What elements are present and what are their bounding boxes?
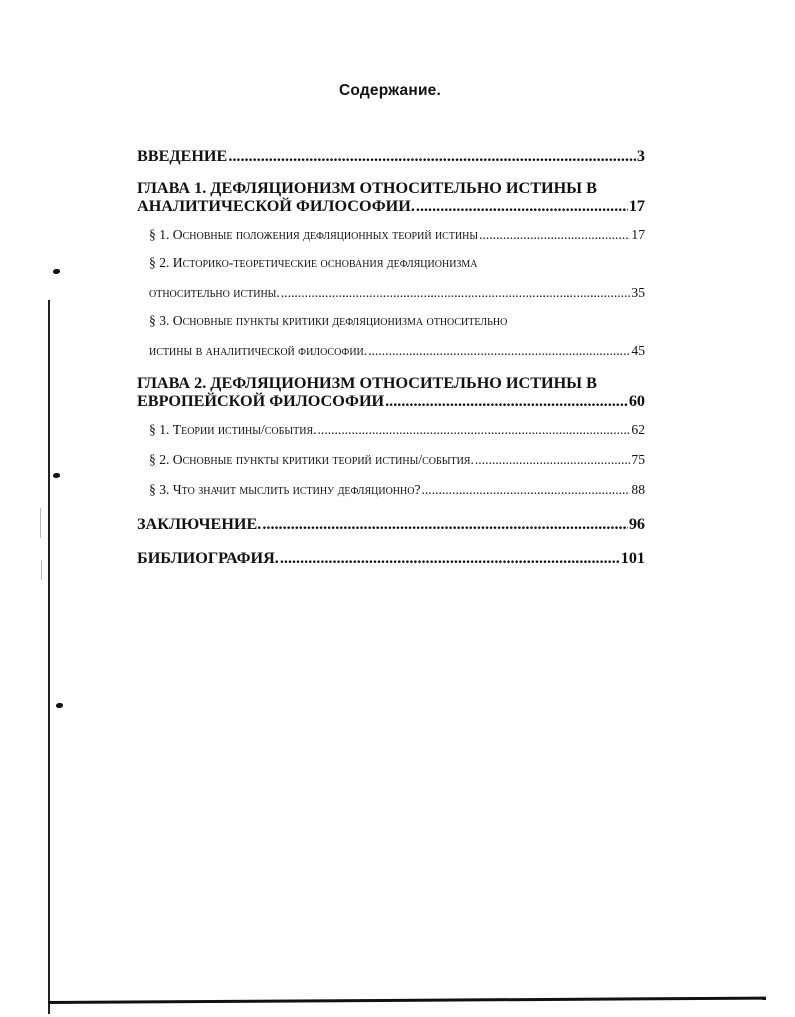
toc-entry-chapter-1-section-3[interactable]: [149, 312, 645, 360]
toc-entry-text-line1: ГЛАВА 2. ДЕФЛЯЦИОНИЗМ ОТНОСИТЕЛЬНО ИСТИНЫ В: [137, 374, 597, 392]
toc-entry-text: истины в аналитической философии.: [149, 343, 368, 358]
toc-entry-bibliography[interactable]: [137, 549, 645, 567]
toc-entry-text: ЗАКЛЮЧЕНИЕ.: [137, 515, 262, 533]
toc-entry-text-line1: § 2. Историко-теоретические основания дефляционизма: [149, 255, 478, 270]
toc-entry-chapter-2-section-1[interactable]: [149, 421, 645, 439]
scan-line: [41, 560, 42, 580]
page-title: Содержание.: [339, 82, 441, 99]
toc-entry-chapter-2[interactable]: [137, 374, 645, 410]
scan-border-left: [48, 300, 50, 1014]
toc-page-number: 3: [636, 147, 645, 165]
toc-entry-introduction[interactable]: [137, 147, 645, 165]
toc-entry-text-line1: § 3. Основные пункты критики дефляционизма относительно: [149, 313, 508, 328]
toc-entry-text: § 2. Основные пункты критики теорий истины/события.: [149, 452, 474, 467]
toc-entry-text: относительно истины.: [149, 285, 280, 300]
toc-leader-dots: [228, 147, 636, 165]
toc-page-number: 45: [631, 343, 645, 358]
scan-speck: [56, 703, 63, 708]
toc-page-number: 62: [631, 422, 645, 437]
toc-page-number: 17: [631, 227, 645, 242]
toc-leader-dots: [368, 342, 630, 360]
toc-leader-dots: [385, 392, 628, 410]
toc-page-number: 60: [628, 392, 645, 410]
scan-speck: [53, 269, 60, 274]
toc-entry-chapter-1-section-1[interactable]: [149, 226, 645, 244]
toc-entry-chapter-2-section-3[interactable]: [149, 481, 645, 499]
toc-page-number: 88: [631, 482, 645, 497]
toc-leader-dots: [262, 515, 627, 533]
toc-leader-dots: [479, 226, 630, 244]
toc-leader-dots: [416, 197, 628, 215]
toc-entry-chapter-2-section-2[interactable]: [149, 451, 645, 469]
toc-page-number: 17: [628, 197, 645, 215]
toc-leader-dots: [281, 284, 631, 302]
toc-leader-dots: [475, 451, 631, 469]
toc-entry-text: § 1. Основные положения дефляционных теорий истины: [149, 227, 479, 242]
scan-line: [40, 508, 41, 538]
toc-entry-text: § 3. Что значит мыслить истину дефляционно?: [149, 482, 421, 497]
toc-entry-text-line1: ГЛАВА 1. ДЕФЛЯЦИОНИЗМ ОТНОСИТЕЛЬНО ИСТИНЫ В: [137, 179, 597, 197]
scan-border-bottom: [48, 997, 766, 1004]
toc-entry-chapter-1-section-2[interactable]: [149, 254, 645, 302]
toc-leader-dots: [421, 481, 630, 499]
toc-entry-chapter-1[interactable]: [137, 179, 645, 215]
toc-entry-text: § 1. Теории истины/события.: [149, 422, 317, 437]
toc-page-number: 96: [628, 515, 645, 533]
toc-page-number: 101: [620, 549, 645, 567]
toc-entry-conclusion[interactable]: [137, 515, 645, 533]
toc-entry-text: ВВЕДЕНИЕ: [137, 147, 228, 165]
scan-speck: [53, 473, 60, 478]
toc-page-number: 35: [631, 285, 645, 300]
toc-entry-text: БИБЛИОГРАФИЯ.: [137, 549, 279, 567]
toc-leader-dots: [318, 421, 631, 439]
toc-entry-text: ЕВРОПЕЙСКОЙ ФИЛОСОФИИ: [137, 392, 385, 410]
toc-entry-text: АНАЛИТИЧЕСКОЙ ФИЛОСОФИИ.: [137, 197, 415, 215]
toc-leader-dots: [280, 549, 620, 567]
toc-page-number: 75: [631, 452, 645, 467]
